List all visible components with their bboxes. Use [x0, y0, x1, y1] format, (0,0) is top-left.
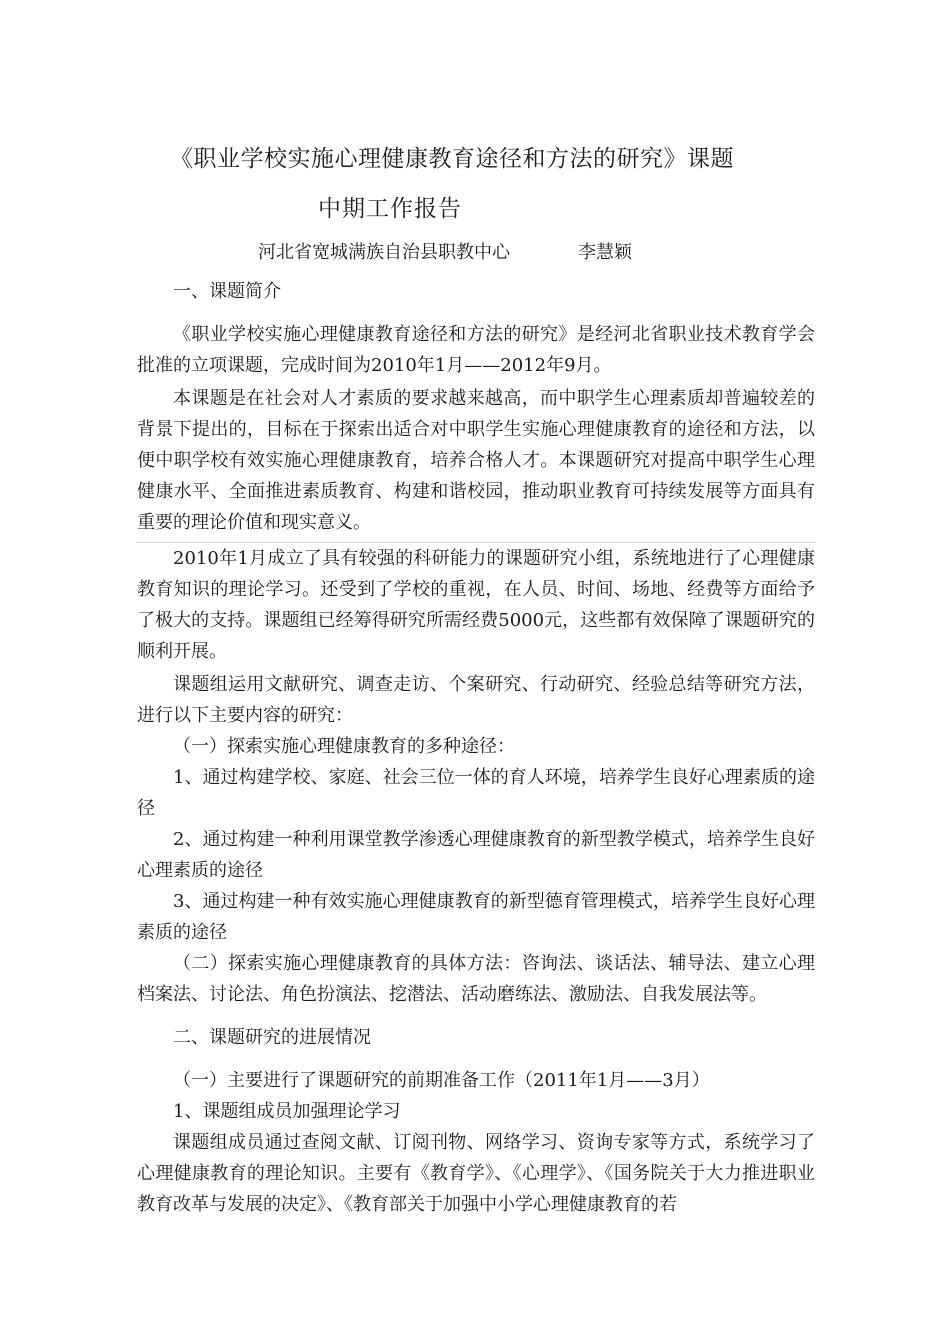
author-line: [258, 238, 632, 264]
paragraph: 1、课题组成员加强理论学习: [173, 1101, 401, 1122]
section-heading: 一、课题简介: [173, 281, 281, 302]
paragraph: （一）探索实施心理健康教育的多种途径：: [173, 736, 515, 757]
subsection-heading: （一）主要进行了课题研究的前期准备工作（2011年1月——3月）: [173, 1070, 710, 1091]
paragraph: 本课题是在社会对人才素质的要求越来越高，而中职学生心理素质却普遍较差的背景下提出的，目标在于探索出适合对中职学生实施心理健康教育的途径和方法，以便中职学校有效实施心理健康教育，培养合格人才。本课题研究对提高中职学生心理健康水平、全面推进素质教育、构建和谐校园，推动职业教育可持续发展等方面具有重要的理论价值和现实意义。: [137, 388, 815, 533]
author-name: 李慧颖: [578, 242, 632, 263]
paragraph: 课题组成员通过查阅文献、订阅刊物、网络学习、资询专家等方式，系统学习了心理健康教育的理论知识。主要有《教育学》、《心理学》、《国务院关于大力推进职业教育改革与发展的决定》、《教育部关于加强中小学心理健康教育的若: [137, 1132, 815, 1215]
document-subtitle: 中期工作报告: [318, 196, 462, 222]
document-body: [137, 276, 815, 1220]
list-item: 1、通过构建学校、家庭、社会三位一体的育人环境，培养学生良好心理素质的途径: [137, 767, 815, 819]
document-title: 《职业学校实施心理健康教育途径和方法的研究》课题: [170, 146, 734, 172]
author-organization: 河北省宽城满族自治县职教中心: [258, 242, 510, 263]
paragraph: （二）探索实施心理健康教育的具体方法：咨询法、谈话法、辅导法、建立心理档案法、讨论法、角色扮演法、挖潜法、活动磨练法、激励法、自我发展法等。: [137, 953, 815, 1005]
paragraph: 《职业学校实施心理健康教育途径和方法的研究》是经河北省职业技术教育学会批准的立项课题，完成时间为2010年1月——2012年9月。: [137, 324, 815, 376]
section-heading: 二、课题研究的进展情况: [173, 1027, 371, 1048]
list-item: 2、通过构建一种利用课堂教学渗透心理健康教育的新型教学模式，培养学生良好心理素质的途径: [137, 829, 815, 881]
list-item: 3、通过构建一种有效实施心理健康教育的新型德育管理模式，培养学生良好心理素质的途径: [137, 891, 815, 943]
paragraph: 课题组运用文献研究、调查走访、个案研究、行动研究、经验总结等研究方法，进行以下主要内容的研究：: [137, 674, 815, 726]
paragraph: 2010年1月成立了具有较强的科研能力的课题研究小组，系统地进行了心理健康教育知识的理论学习。还受到了学校的重视，在人员、时间、场地、经费等方面给予了极大的支持。课题组已经筹得研究所需经费5000元，这些都有效保障了课题研究的顺利开展。: [137, 542, 815, 667]
